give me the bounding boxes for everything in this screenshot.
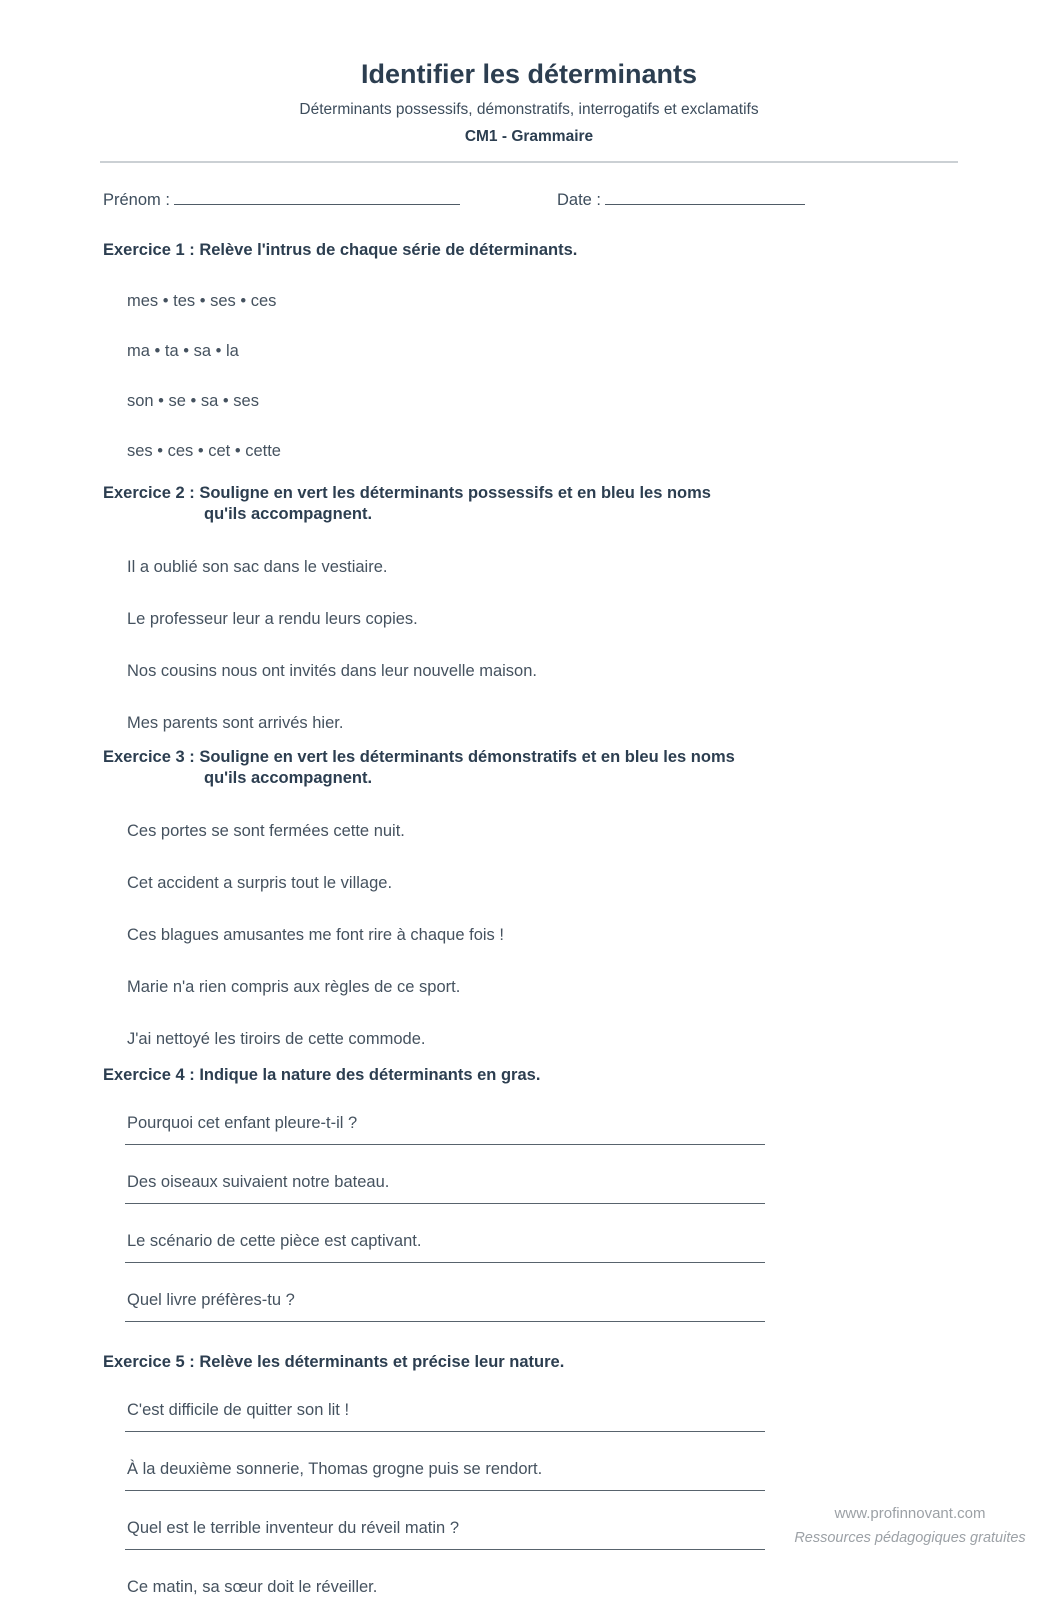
exercise-3-item: Cet accident a surpris tout le village. <box>127 874 393 892</box>
exercise-5-item: Quel est le terrible inventeur du réveil matin ? <box>127 1519 459 1537</box>
exercise-2-heading: Exercice 2 : Souligne en vert les déterminants possessifs et en bleu les noms qu'ils accompagnent. <box>103 484 711 523</box>
exercise-3 <box>100 747 958 1049</box>
exercise-1-heading: Exercice 1 : Relève l'intrus de chaque série de déterminants. <box>103 241 578 259</box>
page-title: Identifier les déterminants <box>360 59 698 89</box>
date-label: Date : <box>557 191 602 209</box>
exercise-4-item: Quel livre préfères-tu ? <box>127 1291 295 1309</box>
exercise-1-item: ses • ces • cet • cette <box>127 442 281 460</box>
exercise-2-item: Nos cousins nous ont invités dans leur nouvelle maison. <box>127 662 537 680</box>
exercise-3-item: Ces blagues amusantes me font rire à chaque fois ! <box>127 926 504 944</box>
exercise-4 <box>100 1065 958 1322</box>
identity-row <box>100 189 958 210</box>
exercise-4-item: Le scénario de cette pièce est captivant. <box>127 1232 422 1250</box>
date-field <box>557 189 805 210</box>
exercise-4-item: Pourquoi cet enfant pleure-t-il ? <box>127 1114 358 1132</box>
exercise-1-item: ma • ta • sa • la <box>127 342 239 360</box>
exercise-2 <box>100 483 958 733</box>
name-field <box>103 189 557 210</box>
exercise-4-heading: Exercice 4 : Indique la nature des déterminants en gras. <box>103 1066 541 1084</box>
exercise-5-item: C'est difficile de quitter son lit ! <box>127 1401 350 1419</box>
name-blank-line <box>174 189 460 205</box>
footer-website: www.profinnovant.com <box>834 1505 986 1522</box>
worksheet-page <box>0 58 1058 1597</box>
answer-line <box>125 1321 765 1322</box>
name-label: Prénom : <box>103 191 170 209</box>
exercise-5-item: À la deuxième sonnerie, Thomas grogne puis se rendort. <box>127 1460 543 1478</box>
answer-line <box>125 1490 765 1491</box>
exercise-3-item: J'ai nettoyé les tiroirs de cette commode. <box>127 1030 426 1048</box>
answer-line <box>125 1203 765 1204</box>
course-label: CM1 - Grammaire <box>464 128 594 145</box>
exercise-4-item: Des oiseaux suivaient notre bateau. <box>127 1173 390 1191</box>
exercise-2-item: Mes parents sont arrivés hier. <box>127 714 344 732</box>
exercise-1-item: mes • tes • ses • ces <box>127 292 277 310</box>
footer-tagline: Ressources pédagogiques gratuites <box>794 1530 1026 1546</box>
answer-line <box>125 1431 765 1432</box>
exercise-2-item: Il a oublié son sac dans le vestiaire. <box>127 558 388 576</box>
exercise-5 <box>100 1352 958 1597</box>
header-divider <box>100 161 958 163</box>
answer-line <box>125 1262 765 1263</box>
exercise-5-heading: Exercice 5 : Relève les déterminants et précise leur nature. <box>103 1353 565 1371</box>
date-blank-line <box>605 189 805 205</box>
exercise-1 <box>100 240 958 461</box>
answer-line <box>125 1144 765 1145</box>
answer-line <box>125 1549 765 1550</box>
exercise-3-heading: Exercice 3 : Souligne en vert les déterminants démonstratifs et en bleu les noms qu'ils accompagnent. <box>103 748 735 787</box>
page-subtitle: Déterminants possessifs, démonstratifs, interrogatifs et exclamatifs <box>299 101 759 118</box>
exercise-5-item: Ce matin, sa sœur doit le réveiller. <box>127 1578 378 1596</box>
exercise-2-item: Le professeur leur a rendu leurs copies. <box>127 610 418 628</box>
exercise-1-item: son • se • sa • ses <box>127 392 259 410</box>
exercise-3-item: Ces portes se sont fermées cette nuit. <box>127 822 405 840</box>
exercise-3-item: Marie n'a rien compris aux règles de ce sport. <box>127 978 461 996</box>
footer <box>786 1505 1034 1547</box>
